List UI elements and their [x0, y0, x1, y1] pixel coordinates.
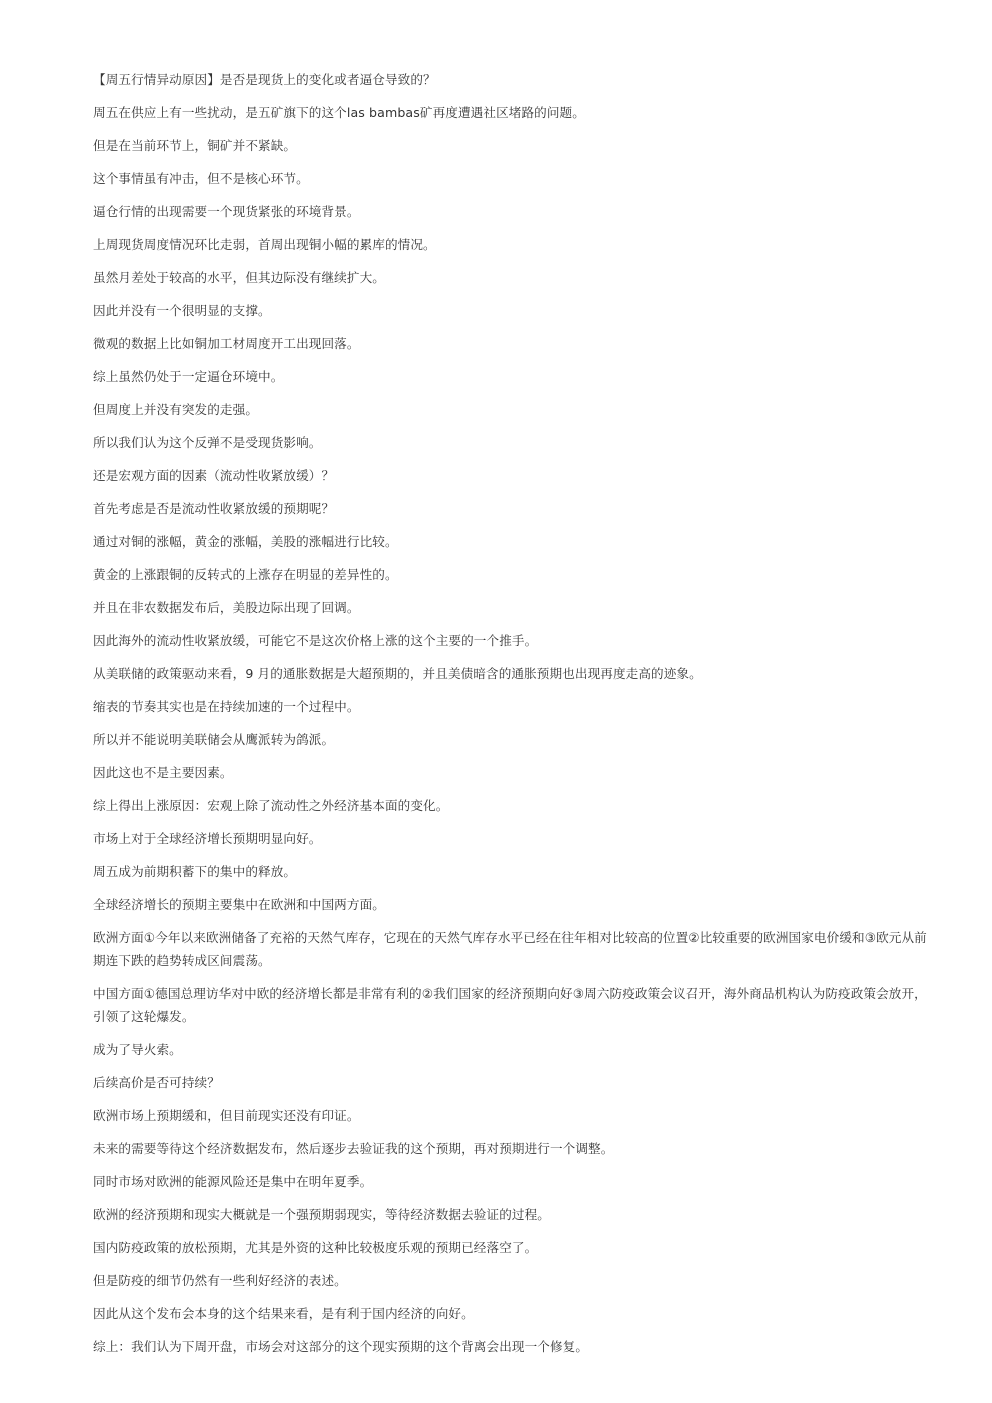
paragraph: 周五成为前期积蓄下的集中的释放。: [93, 864, 297, 879]
paragraph: 全球经济增长的预期主要集中在欧洲和中国两方面。: [93, 897, 385, 912]
paragraph: 中国方面①德国总理访华对中欧的经济增长都是非常有利的②我们国家的经济预期向好③周六防疫政策会议召开，海外商品机构认为防疫政策会放开，引领了这轮爆发。: [93, 986, 927, 1024]
paragraph: 因此海外的流动性收紧放缓，可能它不是这次价格上涨的这个主要的一个推手。: [93, 633, 538, 648]
paragraph: 综上得出上涨原因：宏观上除了流动性之外经济基本面的变化。: [93, 798, 449, 813]
paragraph: 逼仓行情的出现需要一个现货紧张的环境背景。: [93, 204, 360, 219]
paragraph: 所以我们认为这个反弹不是受现货影响。: [93, 435, 322, 450]
paragraph: 综上虽然仍处于一定逼仓环境中。: [93, 369, 284, 384]
paragraph: 欧洲的经济预期和现实大概就是一个强预期弱现实，等待经济数据去验证的过程。: [93, 1207, 550, 1222]
paragraph: 黄金的上涨跟铜的反转式的上涨存在明显的差异性的。: [93, 567, 398, 582]
paragraph: 上周现货周度情况环比走弱，首周出现铜小幅的累库的情况。: [93, 237, 436, 252]
paragraph: 因此并没有一个很明显的支撑。: [93, 303, 271, 318]
paragraph: 成为了导火索。: [93, 1042, 182, 1057]
paragraph: 同时市场对欧洲的能源风险还是集中在明年夏季。: [93, 1174, 373, 1189]
paragraph: 从美联储的政策驱动来看，9 月的通胀数据是大超预期的，并且美债暗含的通胀预期也出现再度走高的迹象。: [93, 666, 702, 681]
paragraph: 通过对铜的涨幅，黄金的涨幅，美股的涨幅进行比较。: [93, 534, 398, 549]
paragraph: 微观的数据上比如铜加工材周度开工出现回落。: [93, 336, 360, 351]
paragraph: 因此从这个发布会本身的这个结果来看，是有利于国内经济的向好。: [93, 1306, 474, 1321]
paragraph: 因此这也不是主要因素。: [93, 765, 233, 780]
paragraph: 但是在当前环节上，铜矿并不紧缺。: [93, 138, 297, 153]
paragraph: 欧洲市场上预期缓和，但目前现实还没有印证。: [93, 1108, 360, 1123]
paragraph: 还是宏观方面的因素（流动性收紧放缓）？: [93, 468, 335, 483]
paragraph: 周五在供应上有一些扰动，是五矿旗下的这个las bambas矿再度遭遇社区堵路的问题。: [93, 105, 585, 120]
paragraph: 虽然月差处于较高的水平，但其边际没有继续扩大。: [93, 270, 385, 285]
paragraph: 综上：我们认为下周开盘，市场会对这部分的这个现实预期的这个背离会出现一个修复。: [93, 1339, 589, 1354]
paragraph: 这个事情虽有冲击，但不是核心环节。: [93, 171, 309, 186]
paragraph: 【周五行情异动原因】是否是现货上的变化或者逼仓导致的？: [93, 72, 436, 87]
paragraph: 未来的需要等待这个经济数据发布，然后逐步去验证我的这个预期，再对预期进行一个调整。: [93, 1141, 614, 1156]
paragraph: 但是防疫的细节仍然有一些利好经济的表述。: [93, 1273, 347, 1288]
paragraph: 国内防疫政策的放松预期，尤其是外资的这种比较极度乐观的预期已经落空了。: [93, 1240, 538, 1255]
paragraph: 后续高价是否可持续？: [93, 1075, 220, 1090]
paragraph: 并且在非农数据发布后，美股边际出现了回调。: [93, 600, 360, 615]
paragraph: 缩表的节奏其实也是在持续加速的一个过程中。: [93, 699, 360, 714]
paragraph: 市场上对于全球经济增长预期明显向好。: [93, 831, 322, 846]
paragraph: 欧洲方面①今年以来欧洲储备了充裕的天然气库存，它现在的天然气库存水平已经在往年相对比较高的位置②比较重要的欧洲国家电价缓和③欧元从前期连下跌的趋势转成区间震荡。: [93, 930, 927, 968]
paragraph: 所以并不能说明美联储会从鹰派转为鸽派。: [93, 732, 335, 747]
paragraph: 首先考虑是否是流动性收紧放缓的预期呢？: [93, 501, 335, 516]
paragraph: 但周度上并没有突发的走强。: [93, 402, 259, 417]
